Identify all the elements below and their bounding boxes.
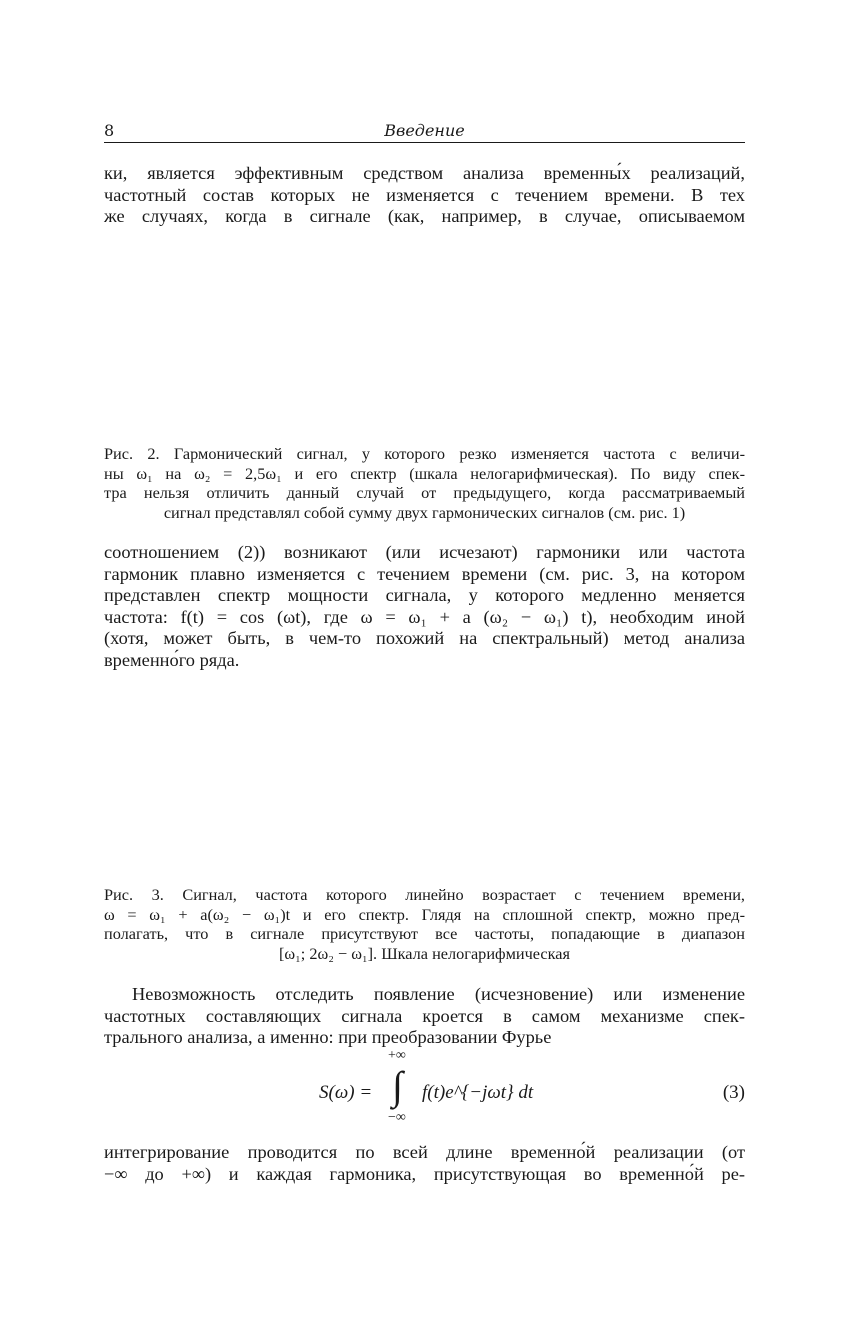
text-line: −∞ до +∞) и каждая гармоника, присутствующая во временно́й ре- bbox=[104, 1163, 745, 1184]
integral-upper-limit: +∞ bbox=[388, 1048, 406, 1063]
figure-3-image-area bbox=[104, 685, 745, 875]
caption-line: сигнал представлял собой сумму двух гармонических сигналов (см. рис. 1) bbox=[163, 502, 686, 522]
running-title: Введение bbox=[384, 121, 465, 140]
page-number: 8 bbox=[104, 121, 115, 140]
text-line: Невозможность отследить появление (исчезновение) или изменение bbox=[132, 984, 745, 1004]
text-line: частота: f(t) = cos (ωt), где ω = ω₁ + a (ω₂ − ω₁) t), необходим иной bbox=[104, 606, 745, 627]
caption-line: тра нельзя отличить данный случай от предыдущего, когда рассматриваемый bbox=[104, 483, 745, 502]
paragraph-4 bbox=[104, 1142, 745, 1185]
caption-line: ны ω₁ на ω₂ = 2,5ω₁ и его спектр (шкала нелогарифмическая). По виду спек- bbox=[104, 463, 745, 483]
equation-rhs: f(t)e^{−jωt} dt bbox=[422, 1082, 534, 1103]
paragraph-3 bbox=[104, 984, 745, 1049]
integral-sign: ∫ bbox=[392, 1063, 403, 1108]
integral-lower-limit: −∞ bbox=[388, 1110, 406, 1125]
text-line: гармоник плавно изменяется с течением времени (см. рис. 3, на котором bbox=[104, 563, 745, 584]
figure-2-caption bbox=[104, 444, 745, 522]
caption-line: Рис. 2. Гармонический сигнал, у которого резко изменяется частота с величи- bbox=[104, 444, 745, 463]
caption-line: ω = ω₁ + a(ω₂ − ω₁)t и его спектр. Глядя на сплошной спектр, можно пред- bbox=[104, 904, 745, 924]
text-line: же случаях, когда в сигнале (как, например, в случае, описываемом bbox=[104, 206, 745, 226]
text-line: временно́го ряда. bbox=[104, 649, 240, 670]
caption-line: Рис. 3. Сигнал, частота которого линейно возрастает с течением времени, bbox=[104, 885, 745, 904]
caption-line: [ω₁; 2ω₂ − ω₁]. Шкала нелогарифмическая bbox=[278, 943, 571, 963]
page-header bbox=[104, 120, 745, 143]
paragraph-1 bbox=[104, 163, 745, 228]
equation-3 bbox=[104, 1048, 745, 1140]
caption-line: полагать, что в сигнале присутствуют все частоты, попадающие в диапазон bbox=[104, 924, 745, 943]
paragraph-2 bbox=[104, 542, 745, 671]
text-line: частотный состав которых не изменяется с течением времени. В тех bbox=[104, 184, 745, 205]
equation-lhs: S(ω) = bbox=[319, 1082, 373, 1103]
text-line: представлен спектр мощности сигнала, у которого медленно меняется bbox=[104, 585, 745, 605]
figure-2-image-area bbox=[104, 238, 745, 438]
text-line: частотных составляющих сигнала кроется в самом механизме спек- bbox=[104, 1005, 745, 1026]
figure-3-caption bbox=[104, 885, 745, 963]
text-line: ки, является эффективным средством анализа временны́х реализаций, bbox=[104, 163, 745, 183]
text-line: (хотя, может быть, в чем-то похожий на спектральный) метод анализа bbox=[104, 628, 745, 648]
text-line: интегрирование проводится по всей длине временно́й реализации (от bbox=[104, 1142, 745, 1162]
equation-number: (3) bbox=[722, 1082, 745, 1103]
text-line: трального анализа, а именно: при преобразовании Фурье bbox=[104, 1027, 552, 1047]
text-line: соотношением (2)) возникают (или исчезают) гармоники или частота bbox=[104, 542, 745, 562]
